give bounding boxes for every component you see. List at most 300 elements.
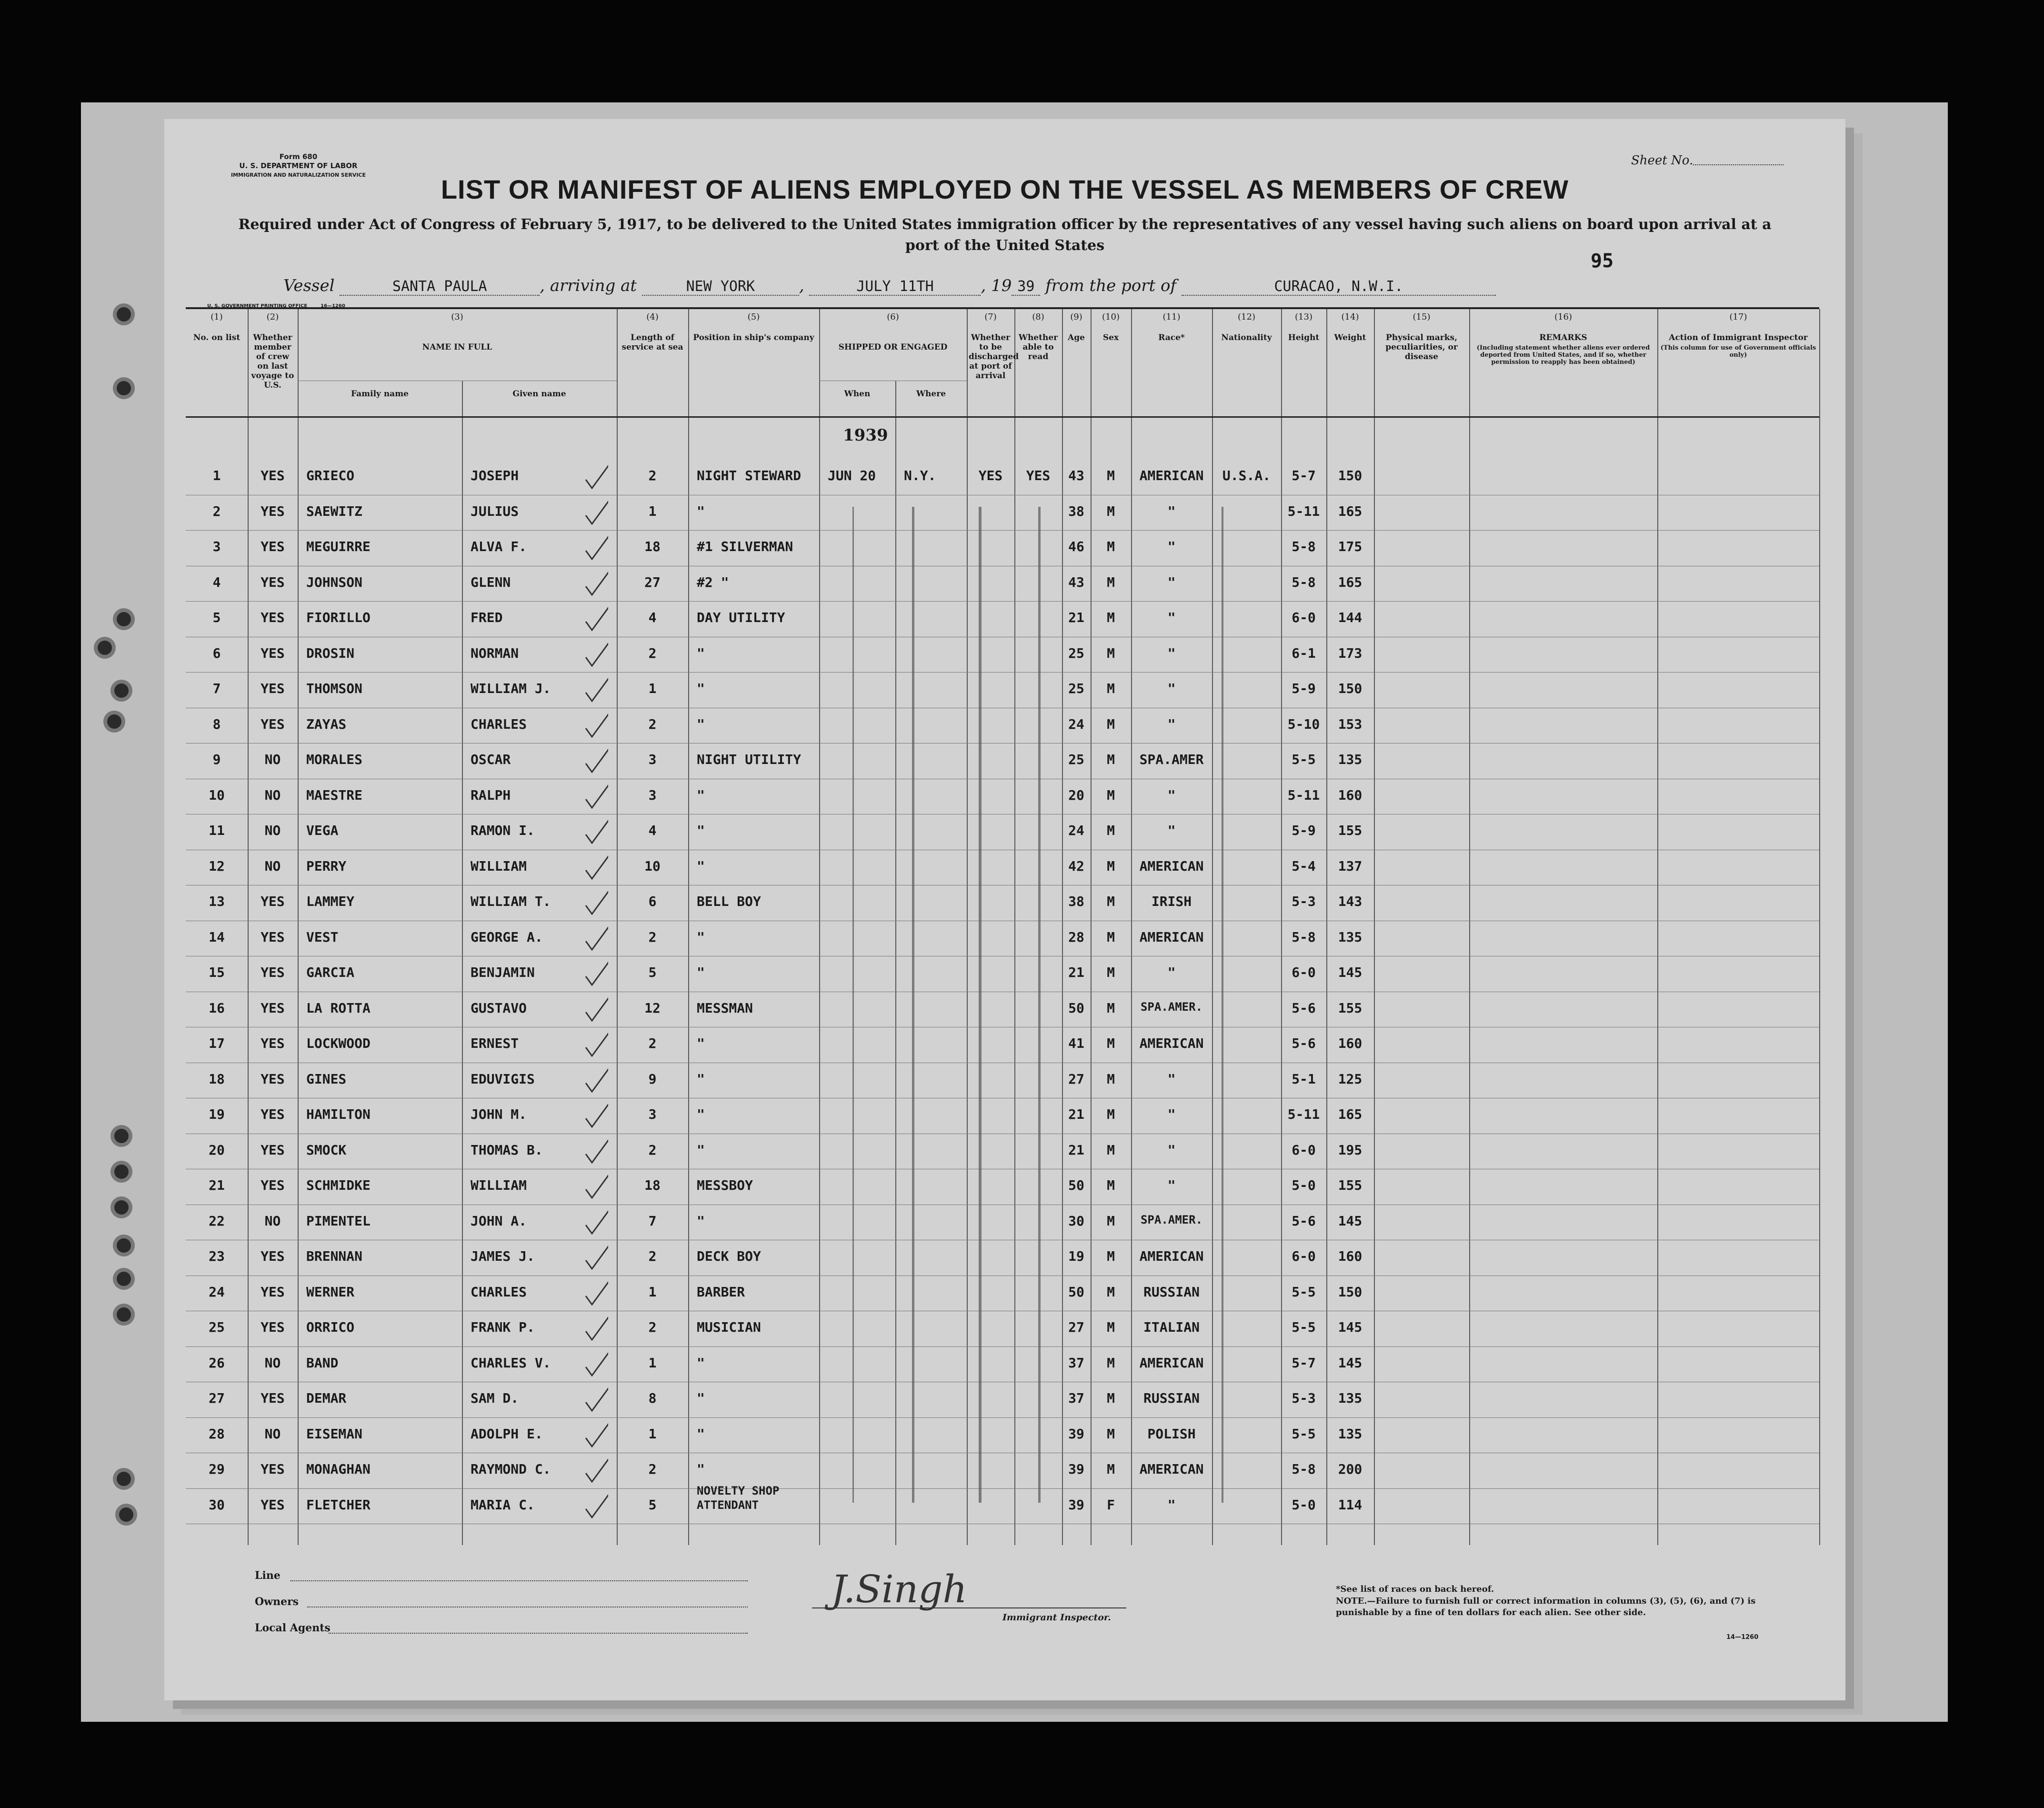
cell-length: 5 [648, 1497, 657, 1513]
column-header-note: (Including statement whether aliens ever ordered deported from United States, and if so, whether permission to reapply has been obtained) [1476, 344, 1650, 366]
cell-sex: M [1107, 858, 1115, 874]
cell-age: 38 [1068, 503, 1084, 519]
cell-weight: 145 [1338, 1319, 1363, 1335]
column-header: Whether member of crew on last voyage to U.S. [251, 333, 294, 390]
cell-race: SPA.AMER. [1140, 1213, 1203, 1226]
cell-sex: M [1107, 574, 1115, 590]
cell-age: 39 [1068, 1461, 1084, 1477]
cell-given: CHARLES [471, 1284, 527, 1300]
cell-height: 5-7 [1292, 1355, 1316, 1371]
from-port-label: from the port of [1045, 276, 1177, 295]
cell-position: " [697, 929, 705, 945]
cell-given: FRANK P. [471, 1319, 535, 1335]
cell-sex: M [1107, 964, 1115, 980]
cell-no: 21 [209, 1177, 225, 1193]
cell-age: 46 [1068, 539, 1084, 554]
cell-position: DAY UTILITY [697, 610, 785, 625]
cell-position: " [697, 645, 705, 661]
check-mark [583, 1100, 608, 1128]
cell-position: " [697, 1390, 705, 1406]
cell-family: MEGUIRRE [306, 539, 371, 554]
cell-weight: 135 [1338, 929, 1363, 945]
cell-prior: YES [261, 1177, 285, 1193]
cell-family: WERNER [306, 1284, 355, 1300]
cell-height: 5-8 [1292, 539, 1316, 554]
column-header: Nationality [1221, 333, 1272, 342]
check-mark [583, 462, 608, 489]
cell-prior: YES [261, 1319, 285, 1335]
cell-race: " [1167, 1497, 1176, 1513]
cell-length: 4 [648, 610, 657, 625]
cell-weight: 160 [1338, 1035, 1363, 1051]
year-prefix: 19 [991, 276, 1012, 295]
printing-office: U. S. GOVERNMENT PRINTING OFFICE 16—1260 [207, 303, 345, 309]
cell-given: WILLIAM J. [471, 681, 551, 696]
cell-weight: 150 [1338, 681, 1363, 696]
cell-height: 5-11 [1287, 503, 1320, 519]
cell-age: 30 [1068, 1213, 1084, 1229]
column-number: (4) [646, 312, 659, 322]
binder-hole [98, 641, 112, 655]
row-divider [186, 1417, 1819, 1418]
cell-height: 5-6 [1292, 1213, 1316, 1229]
cell-age: 20 [1068, 787, 1084, 803]
cell-given: ADOLPH E. [471, 1426, 543, 1442]
cell-sex: M [1107, 503, 1115, 519]
cell-weight: 155 [1338, 1177, 1363, 1193]
binder-hole [107, 714, 121, 729]
cell-prior: YES [261, 716, 285, 732]
cell-position: BELL BOY [697, 894, 761, 909]
cell-position: " [697, 1106, 705, 1122]
cell-sex: M [1107, 468, 1115, 483]
cell-race: " [1167, 1106, 1176, 1122]
line-label: Line [255, 1569, 281, 1582]
cell-length: 3 [648, 787, 657, 803]
cell-age: 21 [1068, 1142, 1084, 1158]
cell-family: DEMAR [306, 1390, 347, 1406]
cell-race: " [1167, 1177, 1176, 1193]
check-mark [583, 1384, 608, 1412]
sheet-number-field[interactable] [1693, 164, 1783, 165]
cell-length: 1 [648, 1355, 657, 1371]
cell-prior: YES [261, 929, 285, 945]
cell-sex: M [1107, 539, 1115, 554]
cell-prior: YES [261, 645, 285, 661]
column-number: (5) [747, 312, 760, 322]
cell-weight: 165 [1338, 574, 1363, 590]
binder-hole [117, 1307, 131, 1322]
cell-race: ITALIAN [1143, 1319, 1200, 1335]
cell-length: 1 [648, 1284, 657, 1300]
binder-hole [114, 1165, 129, 1179]
cell-length: 2 [648, 716, 657, 732]
cell-length: 4 [648, 823, 657, 838]
cell-length: 9 [648, 1071, 657, 1087]
cell-race: " [1167, 787, 1176, 803]
cell-height: 6-0 [1292, 1142, 1316, 1158]
column-subheader: When [844, 389, 871, 399]
cell-age: 50 [1068, 1177, 1084, 1193]
check-mark [583, 1029, 608, 1057]
cell-no: 11 [209, 823, 225, 838]
cell-no: 20 [209, 1142, 225, 1158]
cell-race: AMERICAN [1139, 858, 1204, 874]
cell-family: GINES [306, 1071, 347, 1087]
cell-given: NORMAN [471, 645, 519, 661]
cell-length: 7 [648, 1213, 657, 1229]
cell-prior: YES [261, 1035, 285, 1051]
cell-prior: YES [261, 1106, 285, 1122]
department-name: U. S. DEPARTMENT OF LABOR [239, 161, 358, 170]
cell-prior: YES [261, 574, 285, 590]
check-mark [583, 710, 608, 738]
cell-position: MESSMAN [697, 1000, 753, 1016]
cell-sex: M [1107, 1390, 1115, 1406]
cell-prior: YES [261, 894, 285, 909]
manifest-title: LIST OR MANIFEST OF ALIENS EMPLOYED ON THE VESSEL AS MEMBERS OF CREW [441, 174, 1569, 204]
cell-weight: 135 [1338, 752, 1363, 767]
cell-family: BAND [306, 1355, 339, 1371]
cell-family: MAESTRE [306, 787, 363, 803]
check-mark [583, 1349, 608, 1376]
cell-no: 15 [209, 964, 225, 980]
cell-height: 5-11 [1287, 1106, 1320, 1122]
column-header: No. on list [193, 333, 240, 342]
column-subheader: Where [916, 389, 946, 399]
cell-age: 37 [1068, 1355, 1084, 1371]
cell-prior: NO [264, 752, 281, 767]
check-mark [583, 674, 608, 702]
cell-prior: NO [264, 787, 281, 803]
check-mark [583, 603, 608, 631]
cell-no: 19 [209, 1106, 225, 1122]
cell-family: MONAGHAN [306, 1461, 371, 1477]
cell-age: 39 [1068, 1497, 1084, 1513]
sheet-number-label: Sheet No. [1631, 153, 1693, 168]
cell-length: 10 [644, 858, 661, 874]
cell-position: " [697, 1355, 705, 1371]
service-name: IMMIGRATION AND NATURALIZATION SERVICE [231, 172, 366, 178]
column-number: (1) [210, 312, 223, 322]
cell-no: 3 [212, 539, 221, 554]
cell-sex: M [1107, 1284, 1115, 1300]
cell-weight: 114 [1338, 1497, 1363, 1513]
cell-no: 25 [209, 1319, 225, 1335]
check-mark [583, 1136, 608, 1164]
cell-no: 27 [209, 1390, 225, 1406]
ditto-line [1038, 507, 1041, 1503]
cell-race: " [1167, 539, 1176, 554]
cell-prior: YES [261, 681, 285, 696]
cell-position: " [697, 681, 705, 696]
cell-sex: M [1107, 1213, 1115, 1229]
cell-given: GEORGE A. [471, 929, 543, 945]
inspector-label: Immigrant Inspector. [1002, 1612, 1111, 1623]
check-mark [583, 887, 608, 915]
cell-age: 24 [1068, 823, 1084, 838]
column-header: Race* [1158, 333, 1185, 342]
cell-length: 3 [648, 752, 657, 767]
cell-weight: 160 [1338, 787, 1363, 803]
cell-age: 50 [1068, 1284, 1084, 1300]
cell-family: VEST [306, 929, 339, 945]
column-number: (8) [1032, 312, 1044, 322]
cell-race: " [1167, 681, 1176, 696]
column-number: (11) [1162, 312, 1181, 322]
cell-race: RUSSIAN [1143, 1390, 1200, 1406]
cell-no: 1 [212, 468, 221, 483]
cell-weight: 155 [1338, 823, 1363, 838]
cell-age: 24 [1068, 716, 1084, 732]
cell-height: 5-8 [1292, 574, 1316, 590]
vessel-line: Vessel SANTA PAULA , arriving at NEW YORK , JULY 11TH , 19 39 from the port of CURACAO, N.W.I. [283, 276, 1496, 296]
cell-height: 5-9 [1292, 823, 1316, 838]
cell-sex: M [1107, 787, 1115, 803]
cell-no: 26 [209, 1355, 225, 1371]
cell-position: " [697, 964, 705, 980]
penalty-note: NOTE.—Failure to furnish full or correct information in columns (3), (5), (6), and (7) is punishable by a fine of ten dollars for each alien. See other side. [1336, 1596, 1756, 1617]
cell-age: 43 [1068, 574, 1084, 590]
page-number: 95 [1591, 250, 1614, 272]
cell-position: " [697, 1426, 705, 1442]
binder-hole [117, 1272, 131, 1286]
cell-age: 27 [1068, 1071, 1084, 1087]
column-number: (14) [1341, 312, 1359, 322]
check-mark [583, 745, 608, 773]
cell-age: 38 [1068, 894, 1084, 909]
check-mark [583, 852, 608, 880]
column-header: Physical marks, peculiarities, or disease [1385, 333, 1458, 362]
cell-family: JOHNSON [306, 574, 363, 590]
inspector-signature-line [812, 1607, 1126, 1608]
cell-given: BENJAMIN [471, 964, 535, 980]
cell-position: #1 SILVERMAN [697, 539, 793, 554]
cell-age: 19 [1068, 1248, 1084, 1264]
cell-length: 3 [648, 1106, 657, 1122]
cell-height: 5-11 [1287, 787, 1320, 803]
cell-prior: NO [264, 1355, 281, 1371]
cell-height: 5-6 [1292, 1000, 1316, 1016]
column-number: (6) [887, 312, 899, 322]
cell-family: BRENNAN [306, 1248, 363, 1264]
column-header: Weight [1334, 333, 1366, 342]
cell-height: 5-5 [1292, 752, 1316, 767]
cell-position: " [697, 1213, 705, 1229]
cell-nationality: U.S.A. [1222, 468, 1271, 483]
column-header: Length of service at sea [621, 333, 683, 352]
cell-given: OSCAR [471, 752, 511, 767]
column-divider [1819, 309, 1820, 1545]
cell-given: GUSTAVO [471, 1000, 527, 1016]
cell-sex: M [1107, 610, 1115, 625]
shipped-year: 1939 [843, 426, 888, 445]
inspector-signature: J.Singh [831, 1567, 967, 1611]
form-number: Form 680 [279, 152, 318, 161]
cell-given: RALPH [471, 787, 511, 803]
departure-port: CURACAO, N.W.I. [1182, 278, 1496, 296]
check-mark [583, 1278, 608, 1306]
cell-race: AMERICAN [1139, 1355, 1204, 1371]
cell-sex: M [1107, 1461, 1115, 1477]
cell-no: 7 [212, 681, 221, 696]
check-mark [583, 639, 608, 667]
ditto-line [979, 507, 982, 1503]
cell-height: 5-5 [1292, 1284, 1316, 1300]
column-header-note: (This column for use of Government officials only) [1660, 344, 1816, 359]
cell-age: 21 [1068, 610, 1084, 625]
owners-label: Owners [255, 1596, 299, 1608]
cell-position: NIGHT STEWARD [697, 468, 802, 483]
cell-given: JOHN M. [471, 1106, 527, 1122]
cell-weight: 125 [1338, 1071, 1363, 1087]
column-number: (17) [1729, 312, 1747, 322]
check-mark [583, 532, 608, 560]
cell-length: 27 [644, 574, 661, 590]
local-agents-field[interactable] [329, 1633, 748, 1634]
cell-race: AMERICAN [1139, 1035, 1204, 1051]
cell-length: 2 [648, 1319, 657, 1335]
cell-given: JOHN A. [471, 1213, 527, 1229]
cell-family: ZAYAS [306, 716, 347, 732]
cell-height: 6-0 [1292, 964, 1316, 980]
cell-no: 28 [209, 1426, 225, 1442]
cell-race: AMERICAN [1139, 1248, 1204, 1264]
row-divider [186, 1346, 1819, 1347]
cell-where: N.Y. [904, 468, 936, 483]
binder-hole [114, 1200, 129, 1215]
cell-length: 2 [648, 1142, 657, 1158]
column-header: Height [1288, 333, 1320, 342]
cell-discharged: YES [978, 468, 1003, 483]
cell-length: 18 [644, 539, 661, 554]
cell-family: VEGA [306, 823, 339, 838]
cell-race: " [1167, 823, 1176, 838]
check-mark [583, 1171, 608, 1199]
cell-no: 24 [209, 1284, 225, 1300]
year-suffix: 39 [1012, 278, 1040, 296]
cell-given: JULIUS [471, 503, 519, 519]
cell-age: 21 [1068, 964, 1084, 980]
cell-given: GLENN [471, 574, 511, 590]
ditto-line [1222, 507, 1223, 1503]
cell-race: " [1167, 610, 1176, 625]
ditto-line [912, 507, 914, 1503]
cell-given: WILLIAM T. [471, 894, 551, 909]
cell-length: 18 [644, 1177, 661, 1193]
cell-length: 2 [648, 1035, 657, 1051]
check-mark [583, 1491, 608, 1518]
cell-age: 39 [1068, 1426, 1084, 1442]
cell-sex: M [1107, 645, 1115, 661]
column-header: Whether to be discharged at port of arrival [969, 333, 1019, 381]
cell-prior: NO [264, 1213, 281, 1229]
cell-given: SAM D. [471, 1390, 519, 1406]
cell-length: 8 [648, 1390, 657, 1406]
cell-weight: 175 [1338, 539, 1363, 554]
cell-age: 41 [1068, 1035, 1084, 1051]
cell-weight: 173 [1338, 645, 1363, 661]
cell-race: SPA.AMER [1139, 752, 1204, 767]
vessel-name: SANTA PAULA [340, 278, 540, 296]
cell-sex: M [1107, 1142, 1115, 1158]
cell-prior: NO [264, 858, 281, 874]
cell-given: FRED [471, 610, 503, 625]
vessel-label: Vessel [283, 276, 335, 295]
arrival-date: JULY 11TH [809, 278, 981, 296]
column-divider [895, 381, 896, 1545]
cell-sex: M [1107, 894, 1115, 909]
binder-hole [117, 1472, 131, 1486]
column-header: Action of Immigrant Inspector [1669, 333, 1808, 342]
column-number: (13) [1295, 312, 1313, 322]
cell-no: 4 [212, 574, 221, 590]
cell-prior: YES [261, 1497, 285, 1513]
cell-prior: YES [261, 539, 285, 554]
cell-race: " [1167, 1142, 1176, 1158]
line-field[interactable] [291, 1580, 748, 1581]
cell-family: PIMENTEL [306, 1213, 371, 1229]
cell-height: 5-8 [1292, 1461, 1316, 1477]
cell-race: " [1167, 574, 1176, 590]
cell-prior: YES [261, 503, 285, 519]
cell-given: ALVA F. [471, 539, 527, 554]
cell-prior: NO [264, 823, 281, 838]
cell-prior: YES [261, 1071, 285, 1087]
cell-length: 1 [648, 681, 657, 696]
check-mark [583, 1207, 608, 1235]
cell-given: CHARLES [471, 716, 527, 732]
cell-family: GARCIA [306, 964, 355, 980]
cell-race: AMERICAN [1139, 929, 1204, 945]
cell-family: FIORILLO [306, 610, 371, 625]
cell-sex: M [1107, 681, 1115, 696]
cell-no: 30 [209, 1497, 225, 1513]
cell-race: " [1167, 1071, 1176, 1087]
cell-age: 27 [1068, 1319, 1084, 1335]
cell-age: 25 [1068, 681, 1084, 696]
check-mark [583, 1455, 608, 1483]
binder-hole [117, 1238, 131, 1253]
column-header: Whether able to read [1018, 333, 1058, 362]
cell-height: 5-8 [1292, 929, 1316, 945]
cell-family: MORALES [306, 752, 363, 767]
check-mark [583, 497, 608, 525]
cell-position: " [697, 823, 705, 838]
cell-prior: YES [261, 1248, 285, 1264]
cell-family: DROSIN [306, 645, 355, 661]
cell-age: 25 [1068, 645, 1084, 661]
cell-family: LOCKWOOD [306, 1035, 371, 1051]
cell-length: 1 [648, 1426, 657, 1442]
binder-hole [117, 381, 131, 395]
cell-length: 6 [648, 894, 657, 909]
cell-age: 28 [1068, 929, 1084, 945]
cell-given: CHARLES V. [471, 1355, 551, 1371]
cell-race: " [1167, 716, 1176, 732]
cell-weight: 150 [1338, 468, 1363, 483]
cell-no: 13 [209, 894, 225, 909]
column-header: NAME IN FULL [422, 342, 492, 352]
cell-no: 6 [212, 645, 221, 661]
cell-weight: 143 [1338, 894, 1363, 909]
cell-weight: 155 [1338, 1000, 1363, 1016]
cell-prior: YES [261, 1142, 285, 1158]
cell-height: 5-5 [1292, 1319, 1316, 1335]
cell-race: IRISH [1151, 894, 1192, 909]
cell-weight: 145 [1338, 964, 1363, 980]
cell-family: LA ROTTA [306, 1000, 371, 1016]
